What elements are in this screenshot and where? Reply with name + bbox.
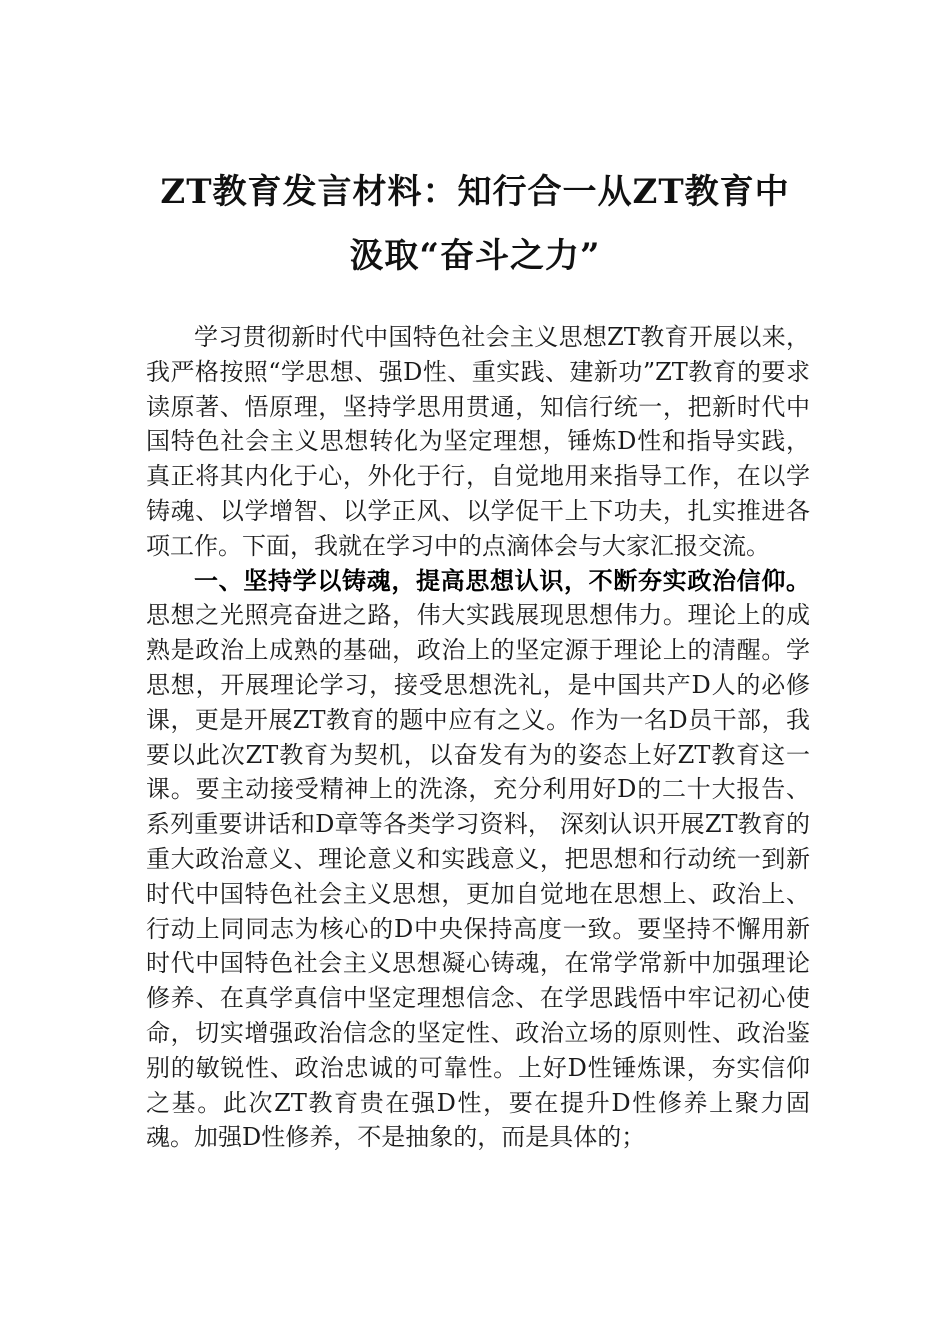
section-one-heading: 一、坚持学以铸魂，提高思想认识，不断夯实政治信仰。 [194, 566, 810, 595]
section-one-paragraph [146, 564, 810, 1156]
section-one-text: 思想之光照亮奋进之路，伟大实践展现思想伟力。理论上的成熟是政治上成熟的基础，政治上的坚定源于理论上的清醒。学思想，开展理论学习，接受思想洗礼，是中国共产D人的必修课，更是开展ZT教育的题中应有之义。作为一名D员干部，我要以此次ZT教育为契机，以奋发有为的姿态上好ZT教育这一课。要主动接受精神上的洗涤，充分利用好D的二十大报告、系列重要讲话和D章等各类学习资料， 深刻认识开展ZT教育的重大政治意义、理论意义和实践意义，把思想和行动统一到新时代中国特色社会主义思想，更加自觉地在思想上、政治上、行动上同同志为核心的D中央保持高度一致。要坚持不懈用新时代中国特色社会主义思想凝心铸魂，在常学常新中加强理论修养、在真学真信中坚定理想信念、在学思践悟中牢记初心使命，切实增强政治信念的坚定性、政治立场的原则性、政治鉴别的敏锐性、政治忠诚的可靠性。上好D性锤炼课，夯实信仰之基。此次ZT教育贵在强D性，要在提升D性修养上聚力固魂。加强D性修养，不是抽象的，而是具体的； [146, 601, 810, 1152]
document-body [146, 320, 810, 1155]
intro-paragraph-text: 学习贯彻新时代中国特色社会主义思想ZT教育开展以来，我严格按照“学思想、强D性、重实践、建新功”ZT教育的要求读原著、悟原理，坚持学思用贯通，知信行统一，把新时代中国特色社会主义思想转化为坚定理想，锤炼D性和指导实践，真正将其内化于心，外化于行，自觉地用来指导工作，在以学铸魂、以学增智、以学正风、以学促干上下功夫，扎实推进各项工作。下面，我就在学习中的点滴体会与大家汇报交流。 [146, 323, 810, 560]
intro-paragraph [146, 320, 810, 564]
title-line-1: ZT教育发言材料：知行合一从ZT教育中 [160, 172, 790, 212]
document-title [120, 160, 830, 288]
title-line-2: 汲取“奋斗之力” [349, 236, 601, 276]
